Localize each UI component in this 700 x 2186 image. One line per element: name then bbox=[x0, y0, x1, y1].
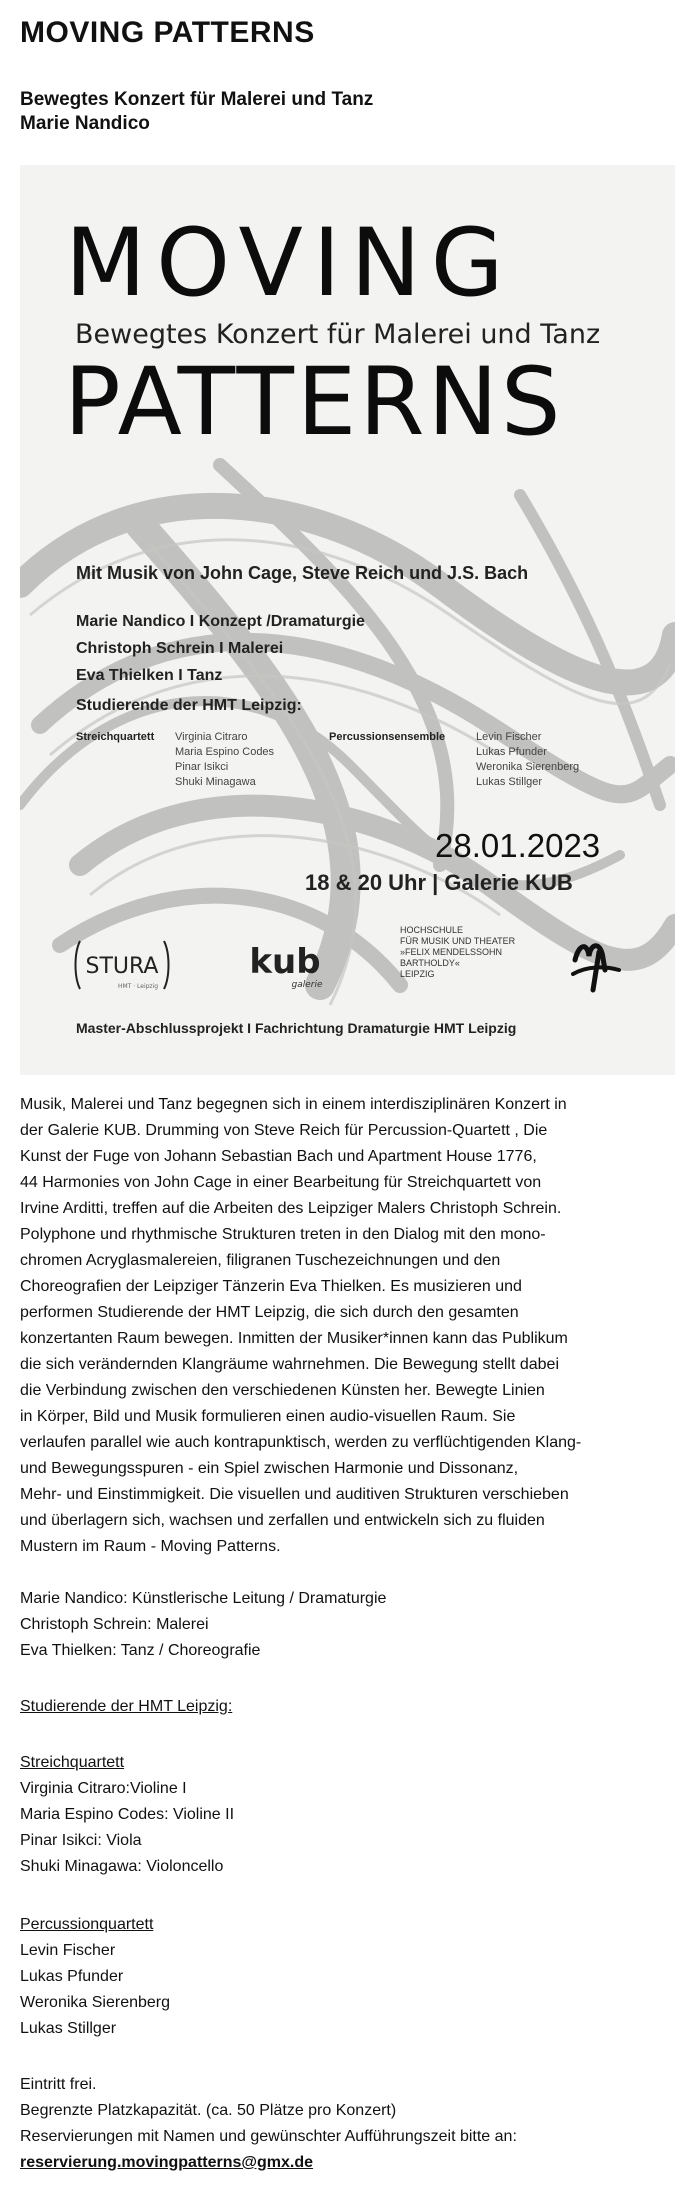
admission-note: Eintritt frei. bbox=[20, 2076, 97, 2093]
kub-galerie-logo bbox=[225, 935, 345, 995]
mt-logo bbox=[565, 930, 625, 995]
reservation-note: Reservierungen mit Namen und gewünschter Aufführungszeit bitte an: bbox=[20, 2128, 517, 2145]
hmt-line: HOCHSCHULE bbox=[400, 925, 464, 935]
team-member: Christoph Schrein: Malerei bbox=[20, 1616, 209, 1633]
quartet-member: Shuki Minagawa: Violoncello bbox=[20, 1858, 224, 1875]
capacity-note: Begrenzte Platzkapazität. (ca. 50 Plätze pro Konzert) bbox=[20, 2102, 397, 2119]
poster-credits bbox=[76, 608, 365, 689]
description-line: Choreografien der Leipziger Tänzerin Eva Thielken. Es musizieren und bbox=[20, 1278, 522, 1295]
string-quartet-heading: Streichquartett bbox=[20, 1754, 125, 1771]
kub-logo-text: kub bbox=[249, 942, 321, 982]
description-line: Musik, Malerei und Tanz begegnen sich in einem interdisziplinären Konzert in bbox=[20, 1096, 567, 1113]
description-line: performen Studierende der HMT Leipzig, die sich durch den gesamten bbox=[20, 1304, 519, 1321]
hmt-line: »FELIX MENDELSSOHN bbox=[400, 947, 503, 957]
poster-footer: Master-Abschlussprojekt I Fachrichtung Dramaturgie HMT Leipzig bbox=[76, 1020, 517, 1036]
poster-member: Weronika Sierenberg bbox=[476, 761, 580, 773]
ticket-info bbox=[20, 2072, 517, 2176]
poster-quartet-members bbox=[175, 730, 274, 790]
poster-students-heading: Studierende der HMT Leipzig: bbox=[76, 697, 302, 714]
subtitle bbox=[20, 88, 373, 136]
description-line: konzertanten Raum bewegen. Inmitten der Musiker*innen kann das Publikum bbox=[20, 1330, 568, 1347]
poster-title-patterns: PATTERNS bbox=[64, 348, 564, 457]
hmt-line: BARTHOLDY« bbox=[400, 958, 460, 968]
event-poster bbox=[20, 165, 675, 1075]
poster-tagline: Bewegtes Konzert für Malerei und Tanz bbox=[75, 319, 601, 350]
stura-logo bbox=[72, 935, 172, 995]
team-member: Marie Nandico: Künstlerische Leitung / Dramaturgie bbox=[20, 1590, 387, 1607]
team-list bbox=[20, 1586, 386, 1664]
description-line: und Bewegungsspuren - ein Spiel zwischen Harmonie und Dissonanz, bbox=[20, 1460, 519, 1477]
percussion-member: Levin Fischer bbox=[20, 1942, 116, 1959]
quartet-member: Pinar Isikci: Viola bbox=[20, 1832, 142, 1849]
quartet-member: Maria Espino Codes: Violine II bbox=[20, 1806, 235, 1823]
description-line: in Körper, Bild und Musik formulieren einen audio-visuellen Raum. Sie bbox=[20, 1408, 516, 1425]
percussion-member: Lukas Pfunder bbox=[20, 1968, 124, 1985]
description-line: die Verbindung zwischen den verschiedenen Künsten her. Bewegte Linien bbox=[20, 1382, 545, 1399]
poster-time-venue: 18 & 20 Uhr | Galerie KUB bbox=[305, 870, 573, 895]
description-line: und überlagern sich, wachsen und zerfallen und entwickeln sich zu fluiden bbox=[20, 1512, 545, 1529]
poster-title-moving: MOVING bbox=[65, 209, 514, 318]
team-member: Eva Thielken: Tanz / Choreografie bbox=[20, 1642, 261, 1659]
poster-member: Lukas Pfunder bbox=[476, 746, 547, 758]
students-heading: Studierende der HMT Leipzig: bbox=[20, 1698, 233, 1715]
poster-credit: Marie Nandico I Konzept /Dramaturgie bbox=[76, 613, 365, 630]
percussion-member: Weronika Sierenberg bbox=[20, 1994, 171, 2011]
event-description bbox=[20, 1092, 675, 1560]
kub-logo-subtext: galerie bbox=[291, 980, 323, 990]
reservation-email-link[interactable]: reservierung.movingpatterns@gmx.de bbox=[20, 2154, 314, 2171]
poster-member: Levin Fischer bbox=[476, 731, 542, 743]
poster-member: Virginia Citraro bbox=[175, 731, 248, 743]
string-quartet-section bbox=[20, 1750, 234, 1880]
quartet-member: Virginia Citraro:Violine I bbox=[20, 1780, 187, 1797]
percussion-quartet-section bbox=[20, 1912, 170, 2042]
hmt-line: LEIPZIG bbox=[400, 969, 435, 979]
poster-percussion-members bbox=[476, 730, 579, 790]
page-title: MOVING PATTERNS bbox=[20, 16, 315, 49]
subtitle-author: Marie Nandico bbox=[20, 113, 150, 134]
subtitle-concert: Bewegtes Konzert für Malerei und Tanz bbox=[20, 89, 374, 110]
description-line: Polyphone und rhythmische Strukturen treten in den Dialog mit den mono- bbox=[20, 1226, 546, 1243]
description-line: Mehr- und Einstimmigkeit. Die visuellen und auditiven Strukturen verschieben bbox=[20, 1486, 569, 1503]
description-line: der Galerie KUB. Drumming von Steve Reich für Percussion-Quartett , Die bbox=[20, 1122, 548, 1139]
poster-member: Pinar Isikci bbox=[175, 761, 229, 773]
poster-member: Maria Espino Codes bbox=[175, 746, 275, 758]
description-line: chromen Acryglasmalereien, filigranen Tuschezeichnungen und den bbox=[20, 1252, 501, 1269]
poster-credit: Eva Thielken I Tanz bbox=[76, 667, 223, 684]
poster-percussion-label: Percussionsensemble bbox=[329, 731, 446, 743]
poster-credit: Christoph Schrein I Malerei bbox=[76, 640, 284, 657]
description-line: Kunst der Fuge von Johann Sebastian Bach und Apartment House 1776, bbox=[20, 1148, 537, 1165]
poster-music-line: Mit Musik von John Cage, Steve Reich und J.S. Bach bbox=[76, 563, 529, 583]
hmt-line: FÜR MUSIK UND THEATER bbox=[400, 936, 516, 946]
poster-date: 28.01.2023 bbox=[435, 827, 601, 864]
hmt-logo-text bbox=[400, 925, 515, 980]
stura-logo-subtext: HMT · Leipzig bbox=[117, 983, 159, 990]
description-line: Mustern im Raum - Moving Patterns. bbox=[20, 1538, 281, 1555]
percussion-quartet-heading: Percussionquartett bbox=[20, 1916, 154, 1933]
poster-member: Lukas Stillger bbox=[476, 776, 543, 788]
description-line: Irvine Arditti, treffen auf die Arbeiten des Leipziger Malers Christoph Schrein. bbox=[20, 1200, 562, 1217]
poster-quartet-label: Streichquartett bbox=[76, 731, 155, 743]
poster-member: Shuki Minagawa bbox=[175, 776, 256, 788]
description-line: verlaufen parallel wie auch kontrapunktisch, werden zu verflüchtigenden Klang- bbox=[20, 1434, 582, 1451]
stura-logo-text: STURA bbox=[85, 954, 159, 979]
description-line: 44 Harmonies von John Cage in einer Bearbeitung für Streichquartett von bbox=[20, 1174, 542, 1191]
percussion-member: Lukas Stillger bbox=[20, 2020, 117, 2037]
description-line: die sich verändernden Klangräume wahrnehmen. Die Bewegung stellt dabei bbox=[20, 1356, 559, 1373]
